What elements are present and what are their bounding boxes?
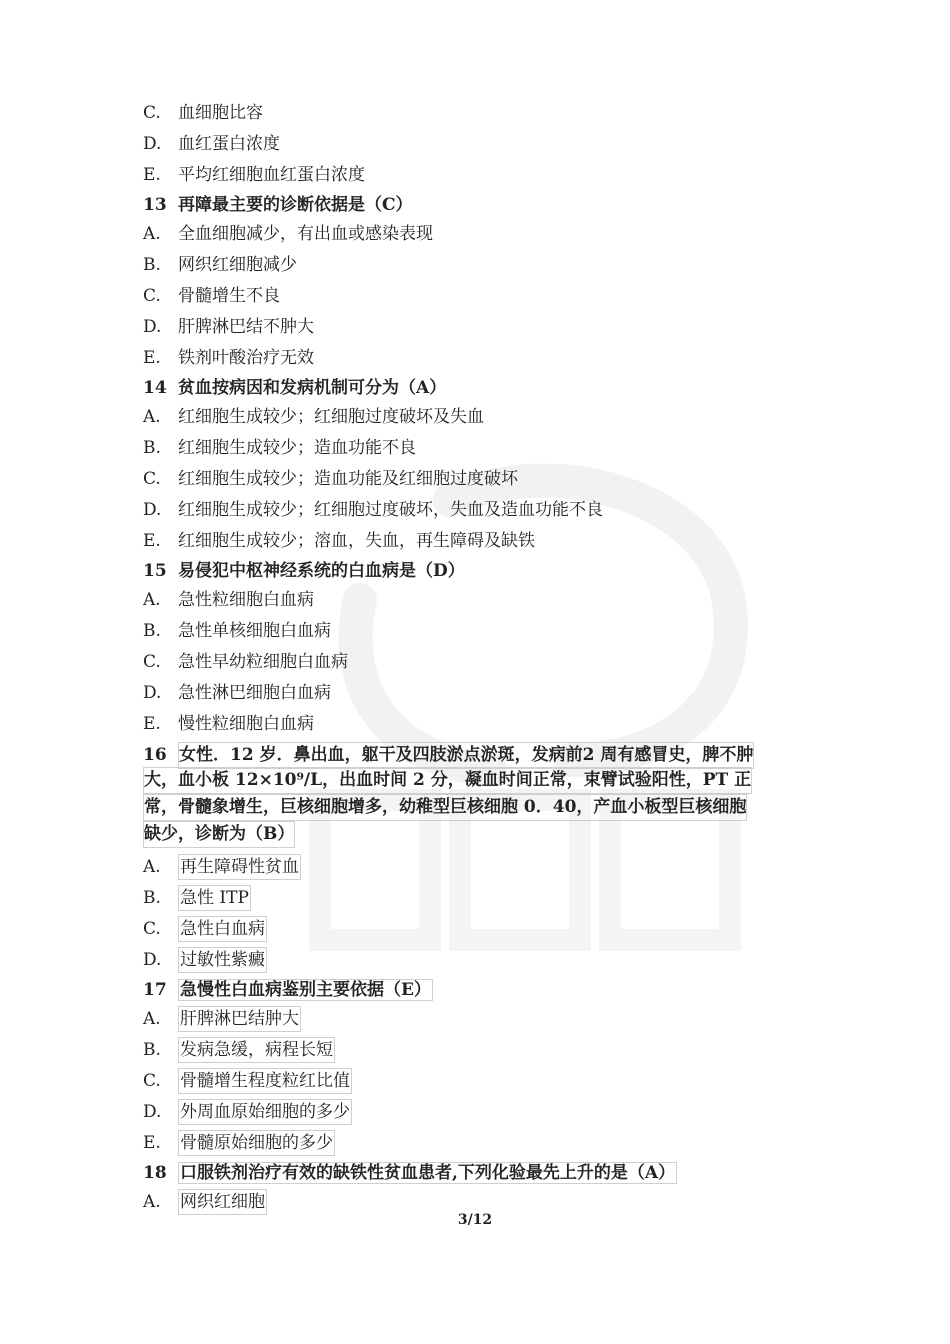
list-item: C. 血细胞比容 <box>143 103 263 123</box>
list-item: D. 红细胞生成较少；红细胞过度破坏，失血及造血功能不良 <box>143 500 603 520</box>
question-15-stem: 15 易侵犯中枢神经系统的白血病是（D） <box>143 561 465 581</box>
list-item: C. 急性早幼粒细胞白血病 <box>143 652 348 672</box>
list-item: A. 再生障碍性贫血 <box>143 852 808 883</box>
question-18-stem: 18 口服铁剂治疗有效的缺铁性贫血患者,下列化验最先上升的是（A） <box>143 1163 676 1183</box>
list-item: E. 铁剂叶酸治疗无效 <box>143 348 314 368</box>
list-item: C. 急性白血病 <box>143 914 808 945</box>
question-17-stem: 17 急慢性白血病鉴别主要依据（E） <box>143 980 431 1000</box>
list-item: C. 骨髓增生程度粒红比值 <box>143 1066 808 1097</box>
list-item: B. 急性单核细胞白血病 <box>143 621 331 641</box>
list-item: A. 网织红细胞 <box>143 1187 808 1218</box>
list-item: E. 骨髓原始细胞的多少 <box>143 1128 808 1159</box>
list-item: B. 发病急缓，病程长短 <box>143 1035 808 1066</box>
list-item: B. 急性 ITP <box>143 883 808 914</box>
page-number: 3/12 <box>457 1212 493 1228</box>
question-16-stem <box>143 742 808 846</box>
list-item: C. 红细胞生成较少；造血功能及红细胞过度破坏 <box>143 469 518 489</box>
question-14-stem: 14 贫血按病因和发病机制可分为（A） <box>143 378 447 398</box>
list-item: B. 红细胞生成较少；造血功能不良 <box>143 438 416 458</box>
question-13-stem: 13 再障最主要的诊断依据是（C） <box>143 195 413 215</box>
question-16-line: 大，血小板 12×10⁹/L，出血时间 2 分，凝血时间正常，束臂试验阳性，PT 正 <box>143 767 752 794</box>
list-item: A. 肝脾淋巴结肿大 <box>143 1004 808 1035</box>
question-16-line: 缺少，诊断为（B） <box>143 821 808 846</box>
list-item: D. 外周血原始细胞的多少 <box>143 1097 808 1128</box>
list-item: C. 骨髓增生不良 <box>143 286 280 306</box>
list-item: D. 急性淋巴细胞白血病 <box>143 683 331 703</box>
question-16-line: 常，骨髓象增生，巨核细胞增多，幼稚型巨核细胞 0．40，产血小板型巨核细胞 <box>143 794 747 821</box>
list-item: A. 红细胞生成较少；红细胞过度破坏及失血 <box>143 407 484 427</box>
question-16-line: 16 女性．12 岁．鼻出血，躯干及四肢淤点淤斑，发病前2 周有感冒史，脾不肿 <box>143 742 808 767</box>
list-item: D. 血红蛋白浓度 <box>143 134 280 154</box>
list-item: E. 平均红细胞血红蛋白浓度 <box>143 165 365 185</box>
content-area <box>143 98 808 1218</box>
list-item: D. 肝脾淋巴结不肿大 <box>143 317 314 337</box>
list-item: E. 红细胞生成较少；溶血，失血，再生障碍及缺铁 <box>143 531 535 551</box>
list-item: A. 全血细胞减少，有出血或感染表现 <box>143 224 433 244</box>
list-item: D. 过敏性紫癜 <box>143 945 808 976</box>
list-item: B. 网织红细胞减少 <box>143 255 297 275</box>
list-item: A. 急性粒细胞白血病 <box>143 590 314 610</box>
list-item: E. 慢性粒细胞白血病 <box>143 714 314 734</box>
